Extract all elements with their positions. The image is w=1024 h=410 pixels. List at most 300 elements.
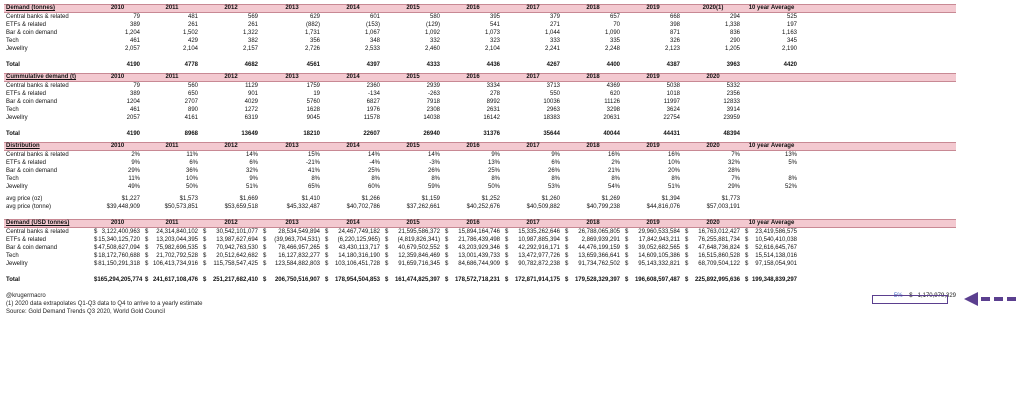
cell-value: 14% xyxy=(427,152,440,158)
cell-value: -4% xyxy=(369,160,380,166)
row-label: Tech xyxy=(6,38,19,44)
dollar-sign: $ xyxy=(565,229,569,235)
table-row xyxy=(4,61,956,69)
cell-value: 13% xyxy=(487,160,500,166)
row-label: Tech xyxy=(6,107,19,113)
cell-value: 6% xyxy=(551,160,560,166)
dollar-sign: $ xyxy=(505,261,509,267)
dollar-sign: $ xyxy=(325,261,329,267)
cell-value: 5332 xyxy=(726,83,740,89)
spreadsheet xyxy=(4,4,956,316)
usd-cell xyxy=(261,244,323,252)
cell-value: -263 xyxy=(427,91,440,97)
usd-cell xyxy=(261,252,323,260)
dollar-sign: $ xyxy=(745,245,749,251)
cell-value: 4561 xyxy=(306,62,320,68)
usd-cell xyxy=(261,228,323,236)
cell-value: $1,410 xyxy=(301,196,320,202)
row-label: Jewellry xyxy=(6,46,28,52)
cell-value: 11578 xyxy=(363,115,380,121)
cell-value: 15,340,125,720 xyxy=(98,237,140,243)
usd-cell xyxy=(92,244,143,252)
cell-value: $1,159 xyxy=(421,196,440,202)
table-row xyxy=(4,45,956,53)
cell-value: 10,987,885,394 xyxy=(518,237,560,243)
footer-handle-row xyxy=(4,292,956,300)
cell-value: 2,157 xyxy=(242,46,258,52)
usd-cell xyxy=(443,252,503,260)
dollar-sign: $ xyxy=(203,245,207,251)
cell-value: 16142 xyxy=(483,115,500,121)
avg-header: 10 year Average xyxy=(748,143,795,149)
row-label: ETFs & related xyxy=(6,91,47,97)
usd-cell xyxy=(383,252,443,260)
empty-cell xyxy=(743,167,800,175)
table-row xyxy=(4,151,956,159)
dollar-sign: $ xyxy=(94,253,98,259)
cell-value: 20% xyxy=(667,168,680,174)
cell-value: 53% xyxy=(547,184,560,190)
dollar-sign: $ xyxy=(385,237,389,243)
cell-value: 3713 xyxy=(546,83,560,89)
dollar-sign: $ xyxy=(745,237,749,243)
cell-value: 2,241 xyxy=(544,46,560,52)
cell-value: 2,869,939,291 xyxy=(581,237,620,243)
cell-value: 32% xyxy=(727,160,740,166)
usd-cell xyxy=(683,228,743,236)
year-header: 2019 xyxy=(646,220,660,226)
cell-value: 106,413,734,916 xyxy=(152,261,198,267)
cell-value: 1,204 xyxy=(124,30,140,36)
cell-value: 161,474,825,397 xyxy=(394,277,440,283)
cell-value: 90,782,872,238 xyxy=(518,261,560,267)
dollar-sign: $ xyxy=(685,277,689,283)
cell-value: $1,394 xyxy=(661,196,680,202)
cell-value: 43,430,113,717 xyxy=(338,245,380,251)
dollar-sign: $ xyxy=(745,261,749,267)
cell-value: 225,892,995,636 xyxy=(694,277,740,283)
row-label: Bar & coin demand xyxy=(6,99,58,105)
avg-value: 1,163 xyxy=(781,30,797,36)
cell-value: 2057 xyxy=(126,115,140,121)
usd-cell xyxy=(563,236,623,244)
dollar-sign: $ xyxy=(145,229,149,235)
dollar-sign: $ xyxy=(625,237,629,243)
cell-value: 59% xyxy=(427,184,440,190)
cell-value: 8% xyxy=(491,176,500,182)
cell-value: 1628 xyxy=(306,107,320,113)
cell-value: 3624 xyxy=(666,107,680,113)
avg-value: 4420 xyxy=(783,62,797,68)
cell-value: 2,057 xyxy=(124,46,140,52)
cell-value: 16% xyxy=(607,152,620,158)
year-header: 2014 xyxy=(346,143,360,149)
spacer xyxy=(4,53,956,61)
dollar-sign: $ xyxy=(325,277,329,283)
table-row xyxy=(4,175,956,183)
usd-cell xyxy=(443,244,503,252)
cell-value: 11% xyxy=(186,152,198,158)
cell-value: 8% xyxy=(371,176,380,182)
usd-cell xyxy=(503,252,563,260)
cell-value: 20631 xyxy=(603,115,620,121)
cell-value: $57,003,191 xyxy=(706,204,740,210)
cell-value: 395 xyxy=(489,14,500,20)
spacer xyxy=(4,268,956,276)
cell-value: 4267 xyxy=(546,62,560,68)
year-header: 2013 xyxy=(285,143,299,149)
usd-cell xyxy=(563,276,623,284)
cell-value: 1204 xyxy=(126,99,140,105)
cell-value: 1,338 xyxy=(724,22,740,28)
avg-value: 10,540,410,038 xyxy=(755,237,797,243)
dollar-sign: $ xyxy=(145,261,149,267)
cell-value: $1,266 xyxy=(361,196,380,202)
cell-value: $1,269 xyxy=(601,196,620,202)
cell-value: 461 xyxy=(129,107,140,113)
cell-value: 165,294,205,774 xyxy=(97,277,143,283)
dollar-sign: $ xyxy=(203,237,207,243)
handle: @krugermacro xyxy=(6,293,46,299)
cell-value: 560 xyxy=(187,83,198,89)
cumulative-header-row xyxy=(4,73,956,82)
dollar-sign: $ xyxy=(94,245,98,251)
year-header: 2017 xyxy=(526,5,540,11)
cell-value: 13,659,366,641 xyxy=(578,253,620,259)
dollar-sign: $ xyxy=(625,229,629,235)
cell-value: 2,460 xyxy=(424,46,440,52)
cell-value: 40,679,502,552 xyxy=(398,245,440,251)
usd-cell xyxy=(383,276,443,284)
cell-value: 333 xyxy=(549,38,560,44)
dollar-sign: $ xyxy=(505,245,509,251)
cell-value: 51% xyxy=(245,184,258,190)
cell-value: 21% xyxy=(607,168,620,174)
dollar-sign: $ xyxy=(385,253,389,259)
cell-value: 4397 xyxy=(366,62,380,68)
cell-value: 4029 xyxy=(244,99,258,105)
cell-value: 60% xyxy=(367,184,380,190)
row-label: Total xyxy=(6,277,20,283)
cell-value: 26,788,065,805 xyxy=(578,229,620,235)
year-header: 2016 xyxy=(466,5,480,11)
table-row xyxy=(4,82,956,90)
cell-value: 580 xyxy=(429,14,440,20)
pct-value: 5% xyxy=(893,293,903,299)
cell-value: 78,466,957,265 xyxy=(278,245,320,251)
dollar-sign: $ xyxy=(325,253,329,259)
cell-value: 68,709,504,122 xyxy=(698,261,740,267)
cell-value: 6319 xyxy=(244,115,258,121)
row-label: Tech xyxy=(6,253,19,259)
cell-value: 5760 xyxy=(306,99,320,105)
cell-value: 601 xyxy=(369,14,380,20)
usd-cell xyxy=(143,228,201,236)
year-header: 2019 xyxy=(646,143,660,149)
cell-value: $1,773 xyxy=(721,196,740,202)
cell-value: 30,542,101,077 xyxy=(216,229,258,235)
year-header: 2016 xyxy=(466,220,480,226)
cell-value: 1,044 xyxy=(544,30,560,36)
usd-row xyxy=(4,276,956,284)
distribution-title: Distribution xyxy=(6,143,40,149)
cell-value: 36% xyxy=(185,168,198,174)
dollar-sign: $ xyxy=(145,253,149,259)
cell-value: 2,104 xyxy=(182,46,198,52)
cell-value: 24,467,749,182 xyxy=(338,229,380,235)
cell-value: 40044 xyxy=(603,131,620,137)
cell-value: 261 xyxy=(187,22,198,28)
row-label: Bar & coin demand xyxy=(6,168,58,174)
cell-value: $45,332,487 xyxy=(286,204,320,210)
dollar-sign: $ xyxy=(263,245,267,251)
cell-value: 9% xyxy=(131,160,140,166)
dollar-sign: $ xyxy=(203,253,207,259)
cell-value: -3% xyxy=(429,160,440,166)
cell-value: 18210 xyxy=(303,131,320,137)
cell-value: 11997 xyxy=(663,99,680,105)
row-label: ETFs & related xyxy=(6,160,47,166)
usd-cell xyxy=(563,260,623,268)
cell-value: 4400 xyxy=(606,62,620,68)
cell-value: $40,702,786 xyxy=(346,204,380,210)
year-header: 2016 xyxy=(466,74,480,80)
cell-value: 25% xyxy=(487,168,500,174)
year-header: 2015 xyxy=(406,74,420,80)
cell-value: 294 xyxy=(729,14,740,20)
dollar-sign: $ xyxy=(445,229,449,235)
row-label: Jewellry xyxy=(6,115,28,121)
dollar-sign: $ xyxy=(685,253,689,259)
cell-value: 4387 xyxy=(666,62,680,68)
avg-value: 8% xyxy=(788,176,797,182)
usd-cell xyxy=(143,252,201,260)
cell-value: $1,227 xyxy=(121,196,140,202)
cell-value: $37,262,661 xyxy=(406,204,440,210)
cell-value: 13,203,044,395 xyxy=(156,237,198,243)
avg-value: 13% xyxy=(784,152,797,158)
dollar-sign: $ xyxy=(565,261,569,267)
usd-cell xyxy=(143,276,201,284)
avg-value: 5% xyxy=(788,160,797,166)
cell-value: 16% xyxy=(667,152,680,158)
usd-cell xyxy=(503,228,563,236)
distribution-header-row xyxy=(4,142,956,151)
dollar-sign: $ xyxy=(385,261,389,267)
cell-value: 18,172,760,688 xyxy=(98,253,140,259)
dollar-sign: $ xyxy=(445,261,449,267)
cell-value: 8% xyxy=(551,176,560,182)
dollar-sign: $ xyxy=(385,229,389,235)
row-label: Total xyxy=(6,131,20,137)
cell-value: 14038 xyxy=(423,115,440,121)
row-label: Total xyxy=(6,62,20,68)
usd-row xyxy=(4,252,956,260)
cell-value: 178,572,718,231 xyxy=(454,277,500,283)
cell-value: 21,786,439,498 xyxy=(458,237,500,243)
cell-value: 335 xyxy=(609,38,620,44)
avg-cell xyxy=(743,276,800,284)
dollar-sign: $ xyxy=(263,261,267,267)
usd-cell xyxy=(383,260,443,268)
cell-value: 3914 xyxy=(726,107,740,113)
cell-value: 12833 xyxy=(723,99,740,105)
cell-value: 3,122,400,963 xyxy=(101,229,140,235)
cell-value: 21,595,586,372 xyxy=(398,229,440,235)
cell-value: 2,248 xyxy=(604,46,620,52)
dollar-sign: $ xyxy=(505,277,509,283)
dollar-sign: $ xyxy=(203,229,207,235)
highlight-box xyxy=(872,295,948,304)
usd-cell xyxy=(201,252,261,260)
year-header: 2018 xyxy=(586,143,600,149)
avg-header: 10 year Average xyxy=(748,220,795,226)
cell-value: 44,476,199,159 xyxy=(578,245,620,251)
cell-value: 14,609,105,386 xyxy=(638,253,680,259)
cell-value: 541 xyxy=(489,22,500,28)
dollar-sign: $ xyxy=(445,245,449,251)
row-label: Jewellry xyxy=(6,261,28,267)
usd-cell xyxy=(503,244,563,252)
avg-cell xyxy=(743,252,800,260)
row-label: ETFs & related xyxy=(6,22,47,28)
year-header: 2013 xyxy=(285,5,299,11)
cell-value: 13,001,439,733 xyxy=(458,253,500,259)
cell-value: 196,608,597,487 xyxy=(634,277,680,283)
footer-note: (1) 2020 data extrapolates Q1-Q3 data to Q4 to arrive to a yearly estimate xyxy=(6,301,203,307)
dollar-sign: $ xyxy=(325,237,329,243)
cell-value: 2308 xyxy=(426,107,440,113)
cell-value: 323 xyxy=(489,38,500,44)
cell-value: (4,819,826,341) xyxy=(397,237,440,243)
cell-value: 26% xyxy=(427,168,440,174)
table-row xyxy=(4,29,956,37)
usd-cell xyxy=(92,252,143,260)
cell-value: 22754 xyxy=(663,115,680,121)
usd-cell xyxy=(503,260,563,268)
year-header: 2014 xyxy=(346,220,360,226)
cell-value: 3334 xyxy=(486,83,500,89)
usd-cell xyxy=(623,244,683,252)
cell-value: $40,509,882 xyxy=(526,204,560,210)
usd-cell xyxy=(683,236,743,244)
avg-value: 23,419,586,575 xyxy=(755,229,797,235)
cell-value: -21% xyxy=(305,160,320,166)
empty-cell xyxy=(743,82,800,90)
cell-value: 48394 xyxy=(723,131,740,137)
avg-cell xyxy=(743,260,800,268)
usd-row xyxy=(4,236,956,244)
cell-value: -134 xyxy=(367,91,380,97)
cell-value: 629 xyxy=(309,14,320,20)
table-row xyxy=(4,114,956,122)
cell-value: 14% xyxy=(367,152,380,158)
cell-value: 481 xyxy=(187,14,198,20)
year-header: 2018 xyxy=(586,220,600,226)
spacer xyxy=(4,211,956,219)
cell-value: 24,314,840,102 xyxy=(156,229,198,235)
avg-value: 15,514,138,016 xyxy=(755,253,797,259)
cell-value: 1759 xyxy=(306,83,320,89)
cell-value: 16,515,860,528 xyxy=(698,253,740,259)
row-label: Central banks & related xyxy=(6,152,69,158)
cell-value: 13,472,977,726 xyxy=(518,253,560,259)
cell-value: 1,322 xyxy=(242,30,258,36)
year-header: 2010 xyxy=(110,220,125,226)
cell-value: 4778 xyxy=(184,62,198,68)
cell-value: 1,205 xyxy=(724,46,740,52)
avg-cell xyxy=(743,244,800,252)
cell-value: 261 xyxy=(247,22,258,28)
cell-value: 7918 xyxy=(426,99,440,105)
cell-value: 15% xyxy=(307,152,320,158)
cell-value: 76,255,881,734 xyxy=(698,237,740,243)
cell-value: 6% xyxy=(249,160,258,166)
usd-cell xyxy=(323,252,383,260)
cell-value: 19 xyxy=(313,91,320,97)
row-label: Central banks & related xyxy=(6,229,69,235)
usd-row xyxy=(4,228,956,236)
cell-value: 15,894,164,746 xyxy=(458,229,500,235)
row-label: Central banks & related xyxy=(6,83,69,89)
usd-cell xyxy=(201,236,261,244)
cell-value: 25% xyxy=(367,168,380,174)
cell-value: 8% xyxy=(671,176,680,182)
year-header: 2011 xyxy=(165,220,179,226)
cell-value: 389 xyxy=(129,22,140,28)
cell-value: 3963 xyxy=(726,62,740,68)
cell-value: 620 xyxy=(609,91,620,97)
cell-value: $39,448,909 xyxy=(106,204,140,210)
table-row xyxy=(4,98,956,106)
cell-value: 836 xyxy=(729,30,740,36)
cell-value: 1018 xyxy=(666,91,680,97)
usd-cell xyxy=(261,236,323,244)
usd-cell xyxy=(563,244,623,252)
cell-value: 1,073 xyxy=(484,30,500,36)
cell-value: 429 xyxy=(187,38,198,44)
cell-value: 9% xyxy=(491,152,500,158)
empty-cell xyxy=(743,114,800,122)
year-header: 2019 xyxy=(646,74,660,80)
dollar-sign: $ xyxy=(263,237,267,243)
usd-header-row xyxy=(4,219,956,228)
usd-cell xyxy=(323,244,383,252)
cell-value: 890 xyxy=(187,107,198,113)
cell-value: 16,127,832,277 xyxy=(278,253,320,259)
table-row xyxy=(4,13,956,21)
cell-value: 178,954,504,853 xyxy=(334,277,380,283)
usd-cell xyxy=(683,276,743,284)
year-header: 2012 xyxy=(224,143,238,149)
cell-value: 91,734,762,502 xyxy=(578,261,620,267)
usd-cell xyxy=(563,228,623,236)
cell-value: 70,942,763,530 xyxy=(216,245,258,251)
year-header: 2012 xyxy=(224,5,238,11)
cell-value: 81,150,291,318 xyxy=(98,261,140,267)
cell-value: 6827 xyxy=(366,99,380,105)
row-label: avg price (oz) xyxy=(6,196,43,202)
cell-value: 10% xyxy=(185,176,198,182)
cell-value: 14% xyxy=(245,152,258,158)
cell-value: 8992 xyxy=(486,99,500,105)
cell-value: 29,960,533,584 xyxy=(638,229,680,235)
year-header: 2020 xyxy=(706,143,720,149)
cell-value: (39,963,704,531) xyxy=(274,237,320,243)
table-row xyxy=(4,159,956,167)
dashed-arrow-icon xyxy=(964,291,1020,307)
cell-value: 382 xyxy=(247,38,258,44)
